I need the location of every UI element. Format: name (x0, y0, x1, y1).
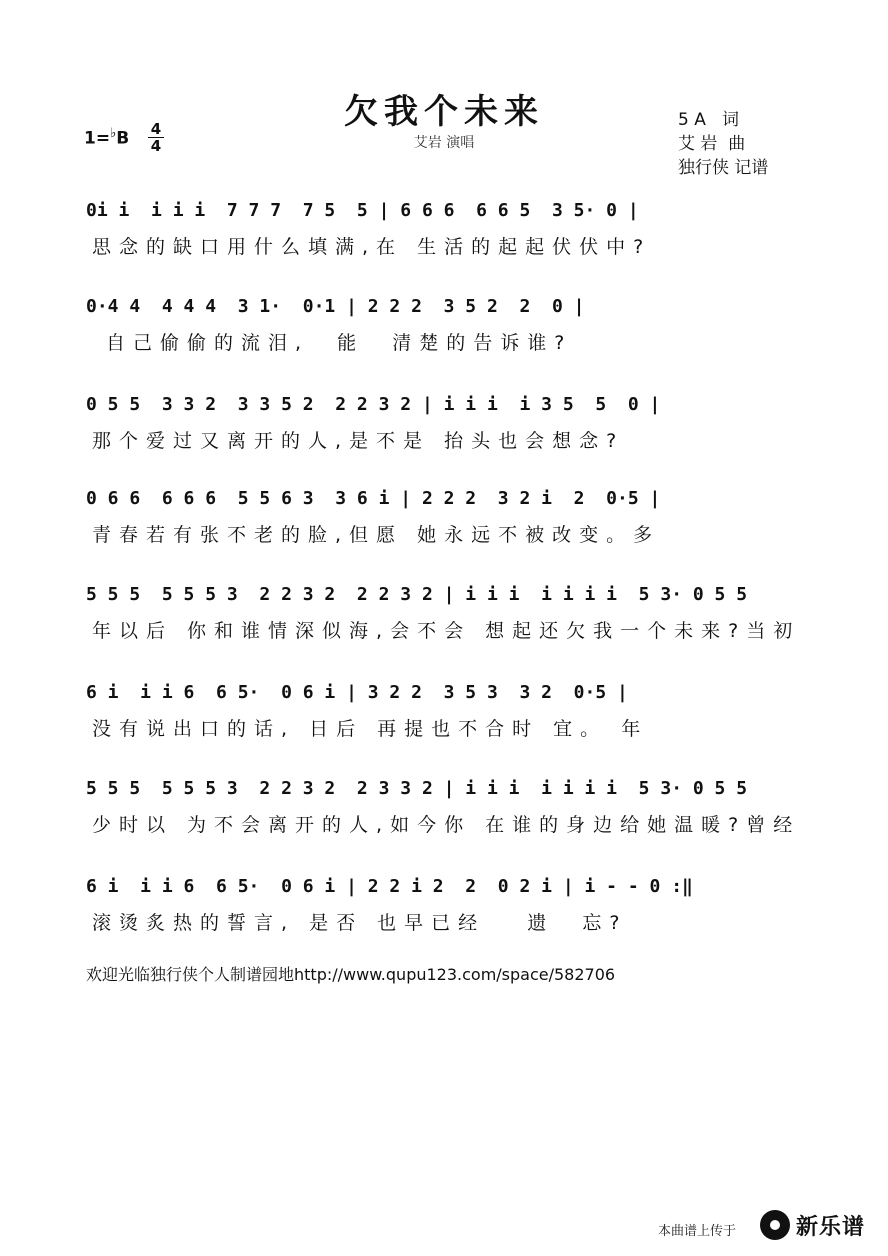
score-line-7 (0, 778, 888, 838)
notation: 0i i i i i 7 7 7 7 5 5 | 6 6 6 6 6 5 3 5· 0 | (86, 200, 639, 221)
key-note: B (116, 128, 130, 149)
transcriber-credit: 独行侠 记谱 (678, 158, 769, 178)
lyric: 自己偷偷的流泪, 能 清楚的告诉谁? (92, 332, 573, 354)
website-footer[interactable]: 欢迎光临独行侠个人制谱园地http://www.qupu123.com/space/582706 (86, 965, 616, 984)
score-line-8 (0, 876, 888, 936)
notation: 6 i i i 6 6 5· 0 6 i | 2 2 i 2 2 0 2 i | i - - 0 :‖ (86, 876, 693, 897)
lyric: 滚烫炙热的誓言, 是否 也早已经 遗 忘? (92, 912, 628, 934)
key-label: 1= (84, 128, 111, 149)
lyric: 青春若有张不老的脸,但愿 她永远不被改变。多 (92, 524, 661, 546)
notation: 5 5 5 5 5 5 3 2 2 3 2 2 3 3 2 | i i i i i i i 5 3· 0 5 5 (86, 778, 748, 799)
lyric: 没有说出口的话, 日后 再提也不合时 宜。 年 (92, 718, 649, 740)
notation: 0 6 6 6 6 6 5 5 6 3 3 6 i | 2 2 2 3 2 i 2 0·5 | (86, 488, 661, 509)
score-line-1 (0, 200, 888, 260)
flat-symbol: ♭ (110, 126, 117, 141)
time-signature (148, 122, 164, 153)
score-line-2 (0, 296, 888, 356)
time-top: 4 (150, 120, 162, 138)
time-bottom: 4 (150, 137, 162, 155)
singer-credit: 艾岩 演唱 (413, 135, 475, 151)
credits (678, 108, 768, 180)
notation: 0 5 5 3 3 2 3 3 5 2 2 2 3 2 | i i i i 3 5 5 0 | (86, 394, 661, 415)
score-line-3 (0, 394, 888, 454)
record-icon (760, 1210, 790, 1240)
score-line-6 (0, 682, 888, 742)
key-signature (84, 126, 129, 149)
song-title: 欠我个未来 (344, 92, 544, 132)
site-logo[interactable]: 新乐谱 (796, 1215, 866, 1240)
lyric: 年以后 你和谁情深似海,会不会 想起还欠我一个未来?当初 (92, 620, 801, 642)
lyric: 那个爱过又离开的人,是不是 抬头也会想念? (92, 430, 625, 452)
notation: 6 i i i 6 6 5· 0 6 i | 3 2 2 3 5 3 3 2 0·5 | (86, 682, 628, 703)
score-line-5 (0, 584, 888, 644)
lyric: 少时以 为不会离开的人,如今你 在谁的身边给她温暖?曾经 (92, 814, 801, 836)
composer-credit: 艾 岩 曲 (678, 134, 746, 154)
notation: 0·4 4 4 4 4 3 1· 0·1 | 2 2 2 3 5 2 2 0 | (86, 296, 585, 317)
upload-badge: 本曲谱上传于 (658, 1224, 737, 1239)
notation: 5 5 5 5 5 5 3 2 2 3 2 2 2 3 2 | i i i i i i i 5 3· 0 5 5 (86, 584, 748, 605)
score-line-4 (0, 488, 888, 548)
lyricist-credit: 5 A 词 (678, 110, 740, 130)
lyric: 思念的缺口用什么填满,在 生活的起起伏伏中? (92, 236, 652, 258)
